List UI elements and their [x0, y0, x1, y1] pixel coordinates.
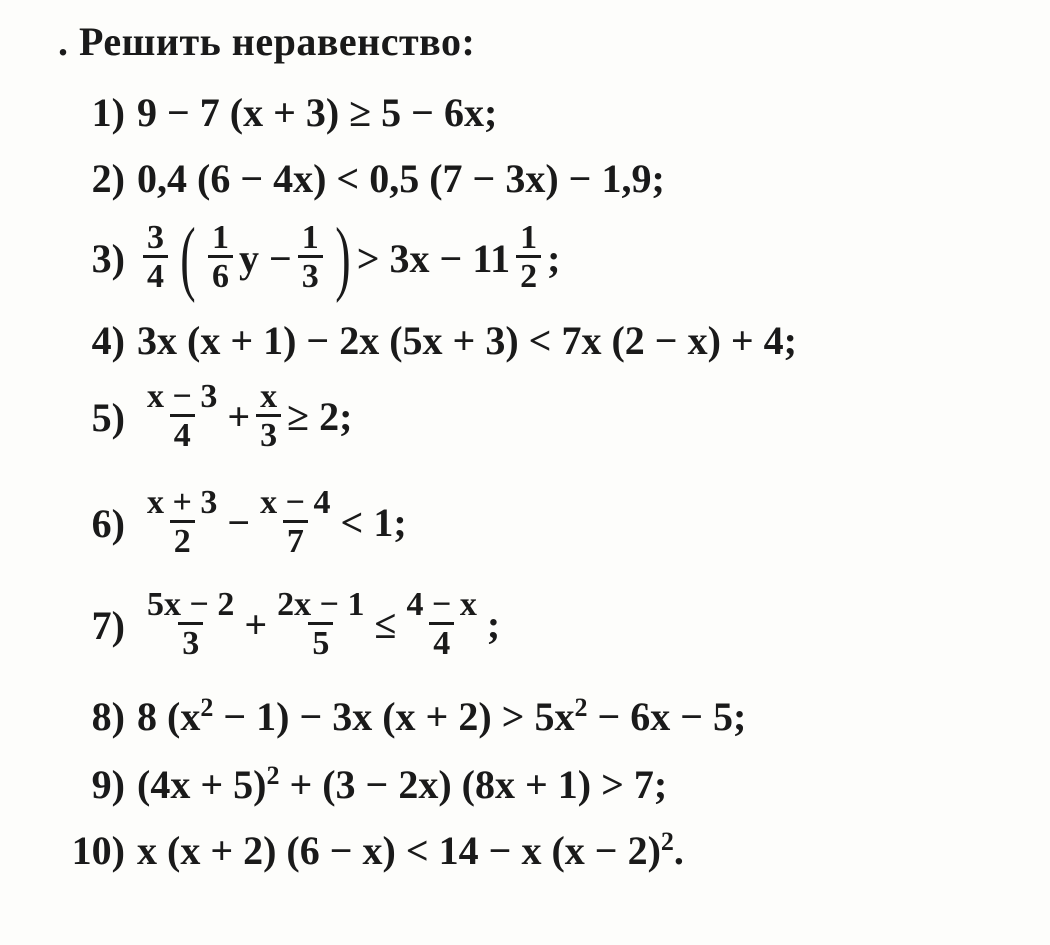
item-number: 8): [91, 693, 125, 739]
expression-part: > 3x − 11: [356, 235, 511, 281]
inequality-expression: [137, 761, 667, 808]
fraction: $\frac{x - 4}{7}$: [260, 483, 331, 560]
expression-end: .: [673, 827, 684, 873]
inequality-expression: [137, 483, 407, 560]
close-paren: ): [335, 211, 351, 304]
expression-part: ≥ 2;: [287, 394, 353, 440]
inequality-6: [0, 478, 1050, 568]
item-number: 4): [91, 317, 125, 363]
item-number: 6): [91, 500, 125, 546]
exponent: 2: [660, 827, 674, 856]
item-number: 10): [71, 827, 125, 873]
exponent: 2: [266, 761, 280, 790]
inequality-expression: [137, 693, 746, 740]
operator: +: [227, 394, 251, 440]
task-heading: . Решить неравенство:: [58, 19, 476, 64]
fraction: $\frac{1}{6}$: [208, 221, 233, 295]
expression-end: ;: [547, 235, 561, 281]
inequality-7: [0, 580, 1050, 670]
inequality-4: [0, 300, 1050, 380]
expression-part: + (3 − 2x) (8x + 1) > 7;: [279, 761, 668, 807]
inequality-expression: 3x (x + 1) − 2x (5x + 3) < 7x (2 − x) + 4;: [137, 317, 797, 363]
expression-part: x (x + 2) (6 − x) < 14 − x (x − 2): [137, 827, 661, 873]
expression-part: y −: [238, 235, 292, 281]
inequality-expression: [137, 377, 353, 454]
expression-part: < 1;: [340, 500, 407, 546]
operator: −: [227, 500, 251, 546]
item-number: 2): [91, 155, 125, 201]
fraction: $\frac{4 - x}{4}$: [406, 585, 477, 662]
operator: +: [244, 602, 268, 648]
fraction: $\frac{x}{3}$: [256, 380, 281, 454]
inequality-3: [0, 208, 1050, 308]
fraction: $\frac{1}{3}$: [298, 221, 323, 295]
expression-part: − 6x − 5;: [587, 693, 747, 739]
open-paren: (: [180, 211, 196, 304]
fraction: $\frac{1}{2}$: [516, 221, 541, 295]
fraction: $\frac{3}{4}$: [143, 221, 168, 295]
inequality-5: [0, 372, 1050, 462]
item-number: 1): [91, 89, 125, 135]
item-number: 5): [91, 394, 125, 440]
item-number: 7): [91, 602, 125, 648]
expression-part: (4x + 5): [137, 761, 267, 807]
operator: ≤: [374, 602, 397, 648]
item-number: 9): [91, 761, 125, 807]
inequality-expression: [137, 827, 684, 874]
fraction: $\frac{x + 3}{2}$: [147, 483, 218, 560]
exponent: 2: [200, 693, 214, 722]
inequality-10: [0, 810, 1050, 890]
inequality-expression: [137, 211, 561, 304]
exponent: 2: [574, 693, 588, 722]
expression-end: ;: [486, 602, 501, 648]
inequality-expression: 0,4 (6 − 4x) < 0,5 (7 − 3x) − 1,9;: [137, 155, 665, 201]
expression-part: 8 (x: [137, 693, 201, 739]
item-number: 3): [91, 235, 125, 281]
fraction: $\frac{x - 3}{4}$: [147, 377, 218, 454]
fraction: $\frac{5x - 2}{3}$: [147, 585, 235, 662]
fraction: $\frac{2x - 1}{5}$: [277, 585, 365, 662]
inequality-expression: 9 − 7 (x + 3) ≥ 5 − 6x;: [137, 89, 498, 135]
inequality-2: [0, 138, 1050, 218]
expression-part: − 1) − 3x (x + 2) > 5x: [213, 693, 575, 739]
inequality-expression: [137, 585, 501, 662]
